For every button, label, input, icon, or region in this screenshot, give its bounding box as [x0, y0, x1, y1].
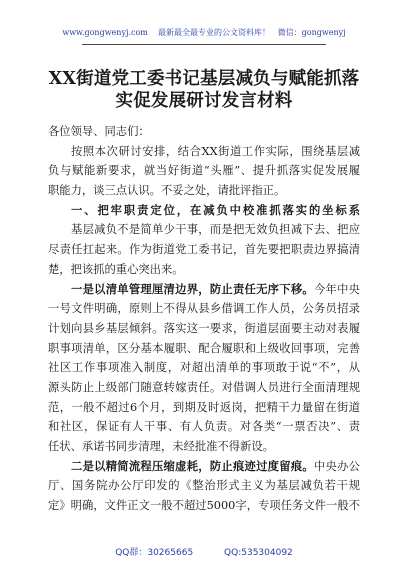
- wechat-id: 微信：gongwenyj: [277, 28, 346, 37]
- body-line: 和社区，保证有人干事、有人负责。对各类“一票否决”、责: [48, 420, 360, 434]
- body-line: 按照本次研讨安排，结合XX街道工作实际，围绕基层减: [71, 144, 360, 158]
- body-line: 计划向县乡基层倾斜。落实这一要求，街道层面要主动对表履: [48, 321, 360, 335]
- doc-title-line-2: 实促发展研讨发言材料: [115, 91, 293, 111]
- body-line: 社区工作事项准入制度，对超出清单的事项敢于说“不”，从: [48, 361, 360, 375]
- site-tagline: 最新最全最专业的公文资料库！: [158, 28, 271, 37]
- header-divider: [82, 44, 326, 45]
- doc-body: [48, 122, 360, 516]
- qq-contact: QQ:535304092: [224, 548, 293, 558]
- page-header: [0, 27, 408, 38]
- qq-group: QQ群：30265665: [115, 548, 194, 558]
- point-text: 中央办公: [313, 459, 360, 473]
- page-footer: [0, 545, 408, 558]
- body-line: 厅、国务院办公厅印发的《整治形式主义为基层减负若干规: [48, 479, 360, 493]
- point-heading: 二是以精简流程压缩虚耗，防止痕迹过度留痕。: [71, 458, 314, 473]
- body-line: 任状、承诺书同步清理，未经批准不得新设。: [48, 440, 274, 453]
- body-line: [48, 280, 360, 300]
- section-heading: 一、把牢职责定位，在减负中校准抓落实的坐标系: [71, 202, 360, 217]
- doc-title-line-1: XX街道党工委书记基层减负与赋能抓落: [48, 69, 360, 89]
- body-line: 尽责任扛起来。作为街道党工委书记，首先要把职责边界搞清: [48, 243, 360, 257]
- body-line: 楚，把该抓的重心突出来。: [48, 262, 184, 276]
- body-line: 定》明确，文件正文一般不超过5000字，专项任务文件一般不: [48, 499, 360, 513]
- body-line: 范，一般不超过6个月，到期及时返岗，把精干力量留在街道: [48, 400, 360, 414]
- body-line: [48, 457, 360, 477]
- body-line: 源头防止上级部门随意转嫁责任。对借调人员进行全面清理规: [48, 380, 360, 394]
- body-line: 职事项清单，区分基本履职、配合履职和上级收回事项，完善: [48, 341, 360, 355]
- body-line: 一号文件明确，原则上不得从县乡借调工作人员，公务员招录: [48, 302, 360, 316]
- salutation: 各位领导、同志们：: [48, 125, 150, 138]
- body-line: 负与赋能新要求，就当好街道“头雁”、提升抓落实促发展履: [48, 164, 360, 178]
- point-text: 今年中央: [313, 282, 360, 296]
- body-line: 基层减负不是简单少干事，而是把无效负担减下去、把应: [71, 223, 360, 237]
- body-line: 职能力，谈三点认识。不妥之处，请批评指正。: [48, 184, 286, 198]
- site-link[interactable]: www.gongwenyj.com: [62, 28, 148, 37]
- point-heading: 一是以清单管理厘清边界，防止责任无序下移。: [71, 281, 314, 296]
